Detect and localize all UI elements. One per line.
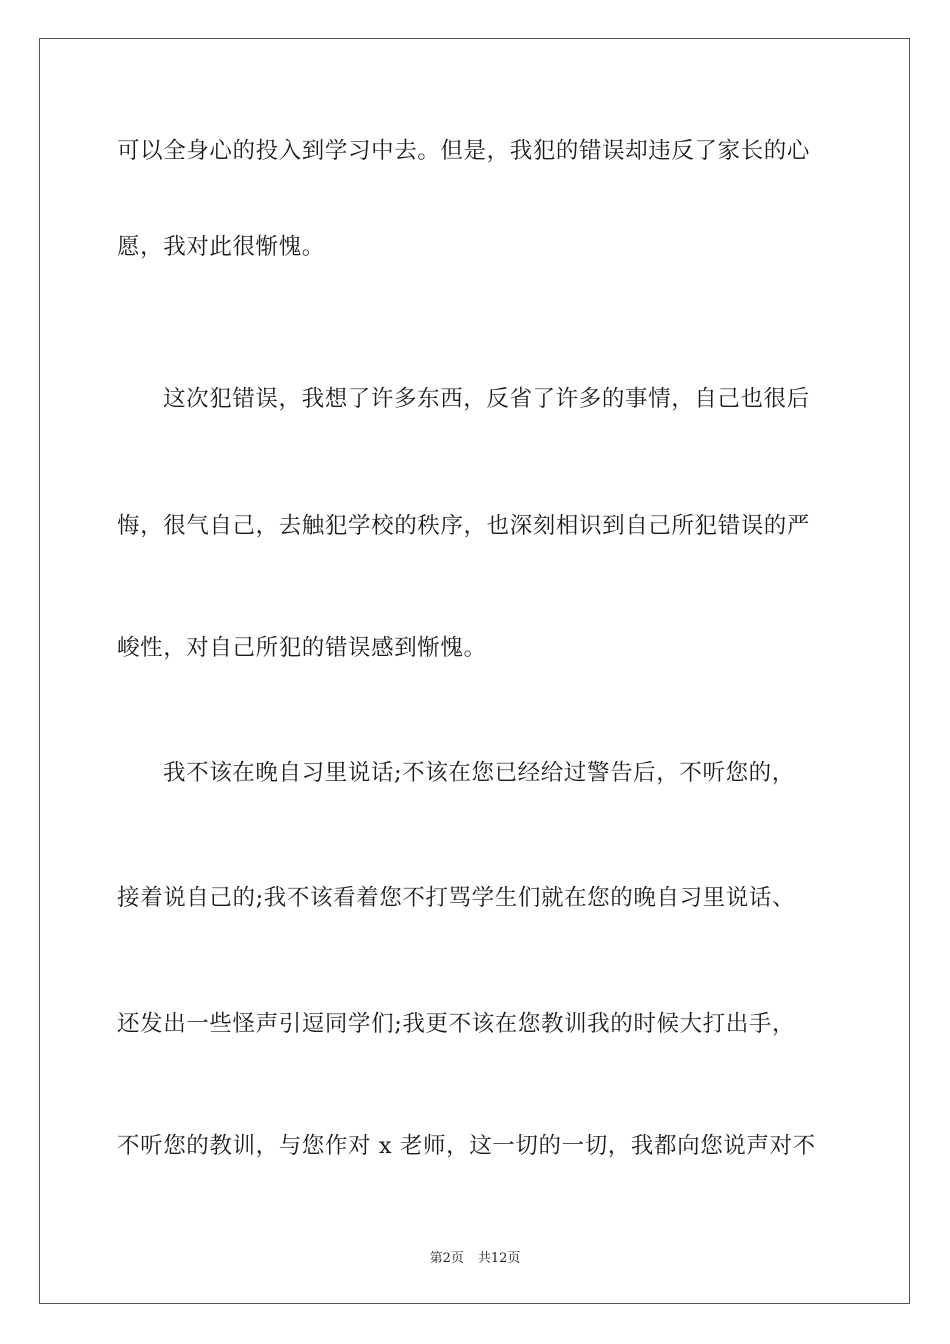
page-border bbox=[39, 38, 910, 1304]
paragraph-first-line: 这次犯错误，我想了许多东西，反省了许多的事情，自己也很后 bbox=[163, 386, 810, 412]
text-line: 峻性，对自己所犯的错误感到惭愧。 bbox=[117, 635, 487, 661]
text-line: 可以全身心的投入到学习中去。但是，我犯的错误却违反了家长的心 bbox=[117, 138, 811, 164]
text-line: 不听您的教训，与您作对 x 老师，这一切的一切，我都向您说声对不 bbox=[117, 1133, 816, 1159]
page-footer bbox=[0, 1247, 950, 1266]
paragraph-first-line: 我不该在晚自习里说话;不该在您已经给过警告后，不听您的， bbox=[163, 760, 795, 786]
page-total: 共12页 bbox=[477, 1251, 521, 1266]
text-line: 接着说自己的;我不该看着您不打骂学生们就在您的晚自习里说话、 bbox=[117, 885, 796, 911]
text-line: 愿，我对此很惭愧。 bbox=[117, 234, 325, 260]
text-line: 还发出一些怪声引逗同学们;我更不该在您教训我的时候大打出手， bbox=[117, 1011, 796, 1037]
page-number: 第2页 bbox=[429, 1251, 464, 1266]
text-line: 悔，很气自己，去触犯学校的秩序，也深刻相识到自己所犯错误的严 bbox=[117, 513, 811, 539]
